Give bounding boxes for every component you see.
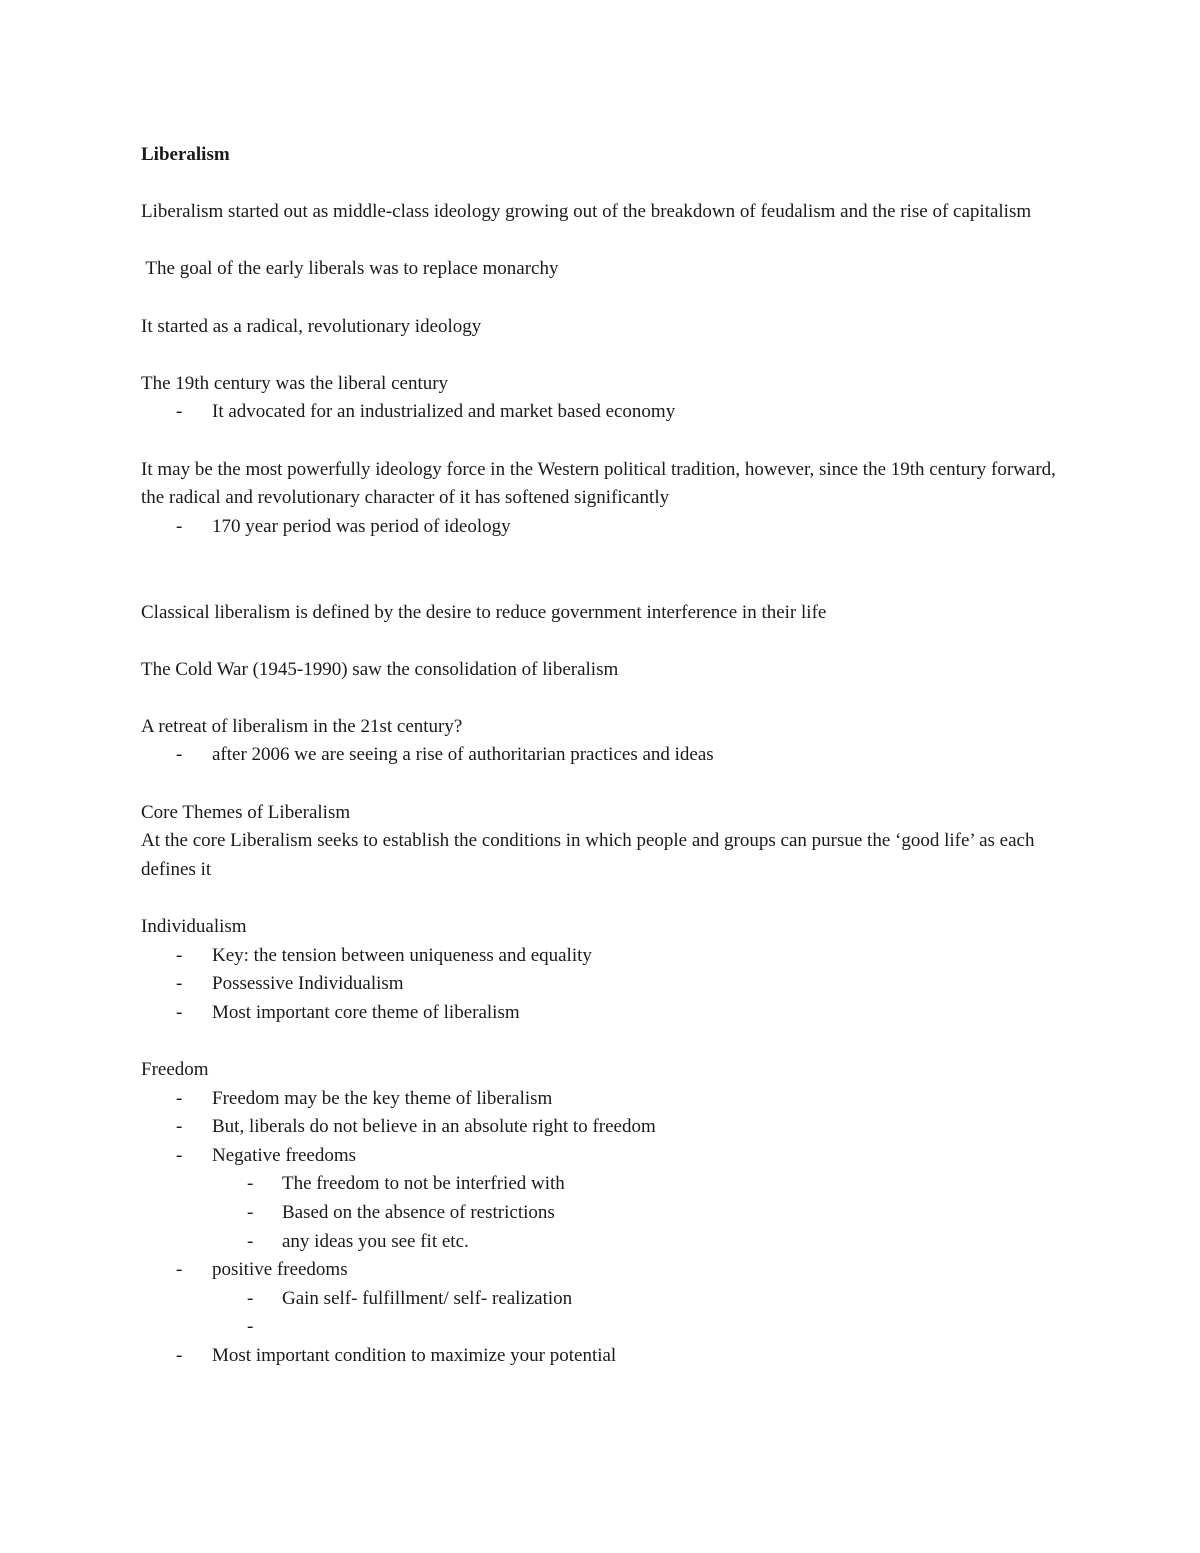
- sub-list-item: [141, 1170, 1071, 1199]
- century19-heading: The 19th century was the liberal century: [141, 372, 449, 394]
- bullet-text: any ideas you see fit etc.: [282, 1230, 469, 1252]
- list-item: [141, 1342, 1071, 1371]
- bullet-text: Key: the tension between uniqueness and equality: [212, 944, 592, 966]
- list-item: [141, 1113, 1071, 1142]
- bullet-text: Most important condition to maximize your potential: [212, 1344, 617, 1366]
- bullet-dash: -: [247, 1201, 254, 1223]
- list-item: [141, 999, 1071, 1028]
- list-item: [141, 741, 1071, 770]
- individualism-heading: Individualism: [141, 916, 247, 938]
- bullet-dash: -: [176, 1116, 183, 1138]
- bullet-dash: -: [176, 1259, 183, 1281]
- bullet-text: Possessive Individualism: [212, 973, 404, 995]
- bullet-text: Gain self- fulfillment/ self- realization: [282, 1287, 573, 1309]
- list-item: [141, 942, 1071, 971]
- bullet-dash: -: [176, 515, 183, 537]
- radical-paragraph: It started as a radical, revolutionary ideology: [141, 315, 482, 337]
- list-item: [141, 398, 1071, 427]
- bullet-text: after 2006 we are seeing a rise of authoritarian practices and ideas: [212, 744, 714, 766]
- retreat-heading: A retreat of liberalism in the 21st century?: [141, 715, 463, 737]
- powerful-paragraph: It may be the most powerfully ideology force in the Western political tradition, however, since the 19th century forward, the radical and revolutionary character of it has softened significantly: [141, 458, 1056, 509]
- document-page: [141, 141, 1071, 1371]
- bullet-text: Most important core theme of liberalism: [212, 1001, 520, 1023]
- bullet-text: Negative freedoms: [212, 1144, 357, 1166]
- list-item: [141, 513, 1071, 542]
- list-item: [141, 1256, 1071, 1285]
- classical-paragraph: Classical liberalism is defined by the desire to reduce government interference in their life: [141, 601, 827, 623]
- bullet-text: Based on the absence of restrictions: [282, 1201, 555, 1223]
- bullet-dash: -: [176, 973, 183, 995]
- bullet-text: It advocated for an industrialized and market based economy: [212, 401, 676, 423]
- bullet-dash: -: [247, 1316, 254, 1338]
- bullet-dash: -: [176, 401, 183, 423]
- core-paragraph: At the core Liberalism seeks to establish the conditions in which people and groups can pursue the ‘good life’ as each defines it: [141, 830, 1035, 880]
- sub-list-item: [141, 1199, 1071, 1228]
- bullet-text: But, liberals do not believe in an absolute right to freedom: [212, 1116, 656, 1138]
- bullet-dash: -: [176, 744, 183, 766]
- document-title: Liberalism: [141, 144, 230, 165]
- bullet-dash: -: [176, 1344, 183, 1366]
- sub-list-item: [141, 1313, 1071, 1342]
- bullet-dash: -: [176, 1144, 183, 1166]
- bullet-text: Freedom may be the key theme of liberalism: [212, 1087, 553, 1109]
- list-item: [141, 1142, 1071, 1171]
- coldwar-paragraph: The Cold War (1945-1990) saw the consolidation of liberalism: [141, 658, 619, 680]
- bullet-dash: -: [176, 1001, 183, 1023]
- list-item: [141, 1085, 1071, 1114]
- goal-paragraph: The goal of the early liberals was to replace monarchy: [141, 258, 559, 280]
- bullet-dash: -: [247, 1173, 254, 1195]
- intro-paragraph: Liberalism started out as middle-class ideology growing out of the breakdown of feudalism and the rise of capitalism: [141, 201, 1032, 223]
- sub-list-item: [141, 1285, 1071, 1314]
- bullet-text: The freedom to not be interfried with: [282, 1173, 565, 1195]
- bullet-dash: -: [247, 1287, 254, 1309]
- bullet-text: positive freedoms: [212, 1259, 348, 1281]
- sub-list-item: [141, 1228, 1071, 1257]
- bullet-dash: -: [176, 944, 183, 966]
- bullet-dash: -: [176, 1087, 183, 1109]
- core-heading: Core Themes of Liberalism: [141, 801, 351, 823]
- bullet-text: 170 year period was period of ideology: [212, 515, 511, 537]
- list-item: [141, 970, 1071, 999]
- bullet-dash: -: [247, 1230, 254, 1252]
- freedom-heading: Freedom: [141, 1059, 209, 1080]
